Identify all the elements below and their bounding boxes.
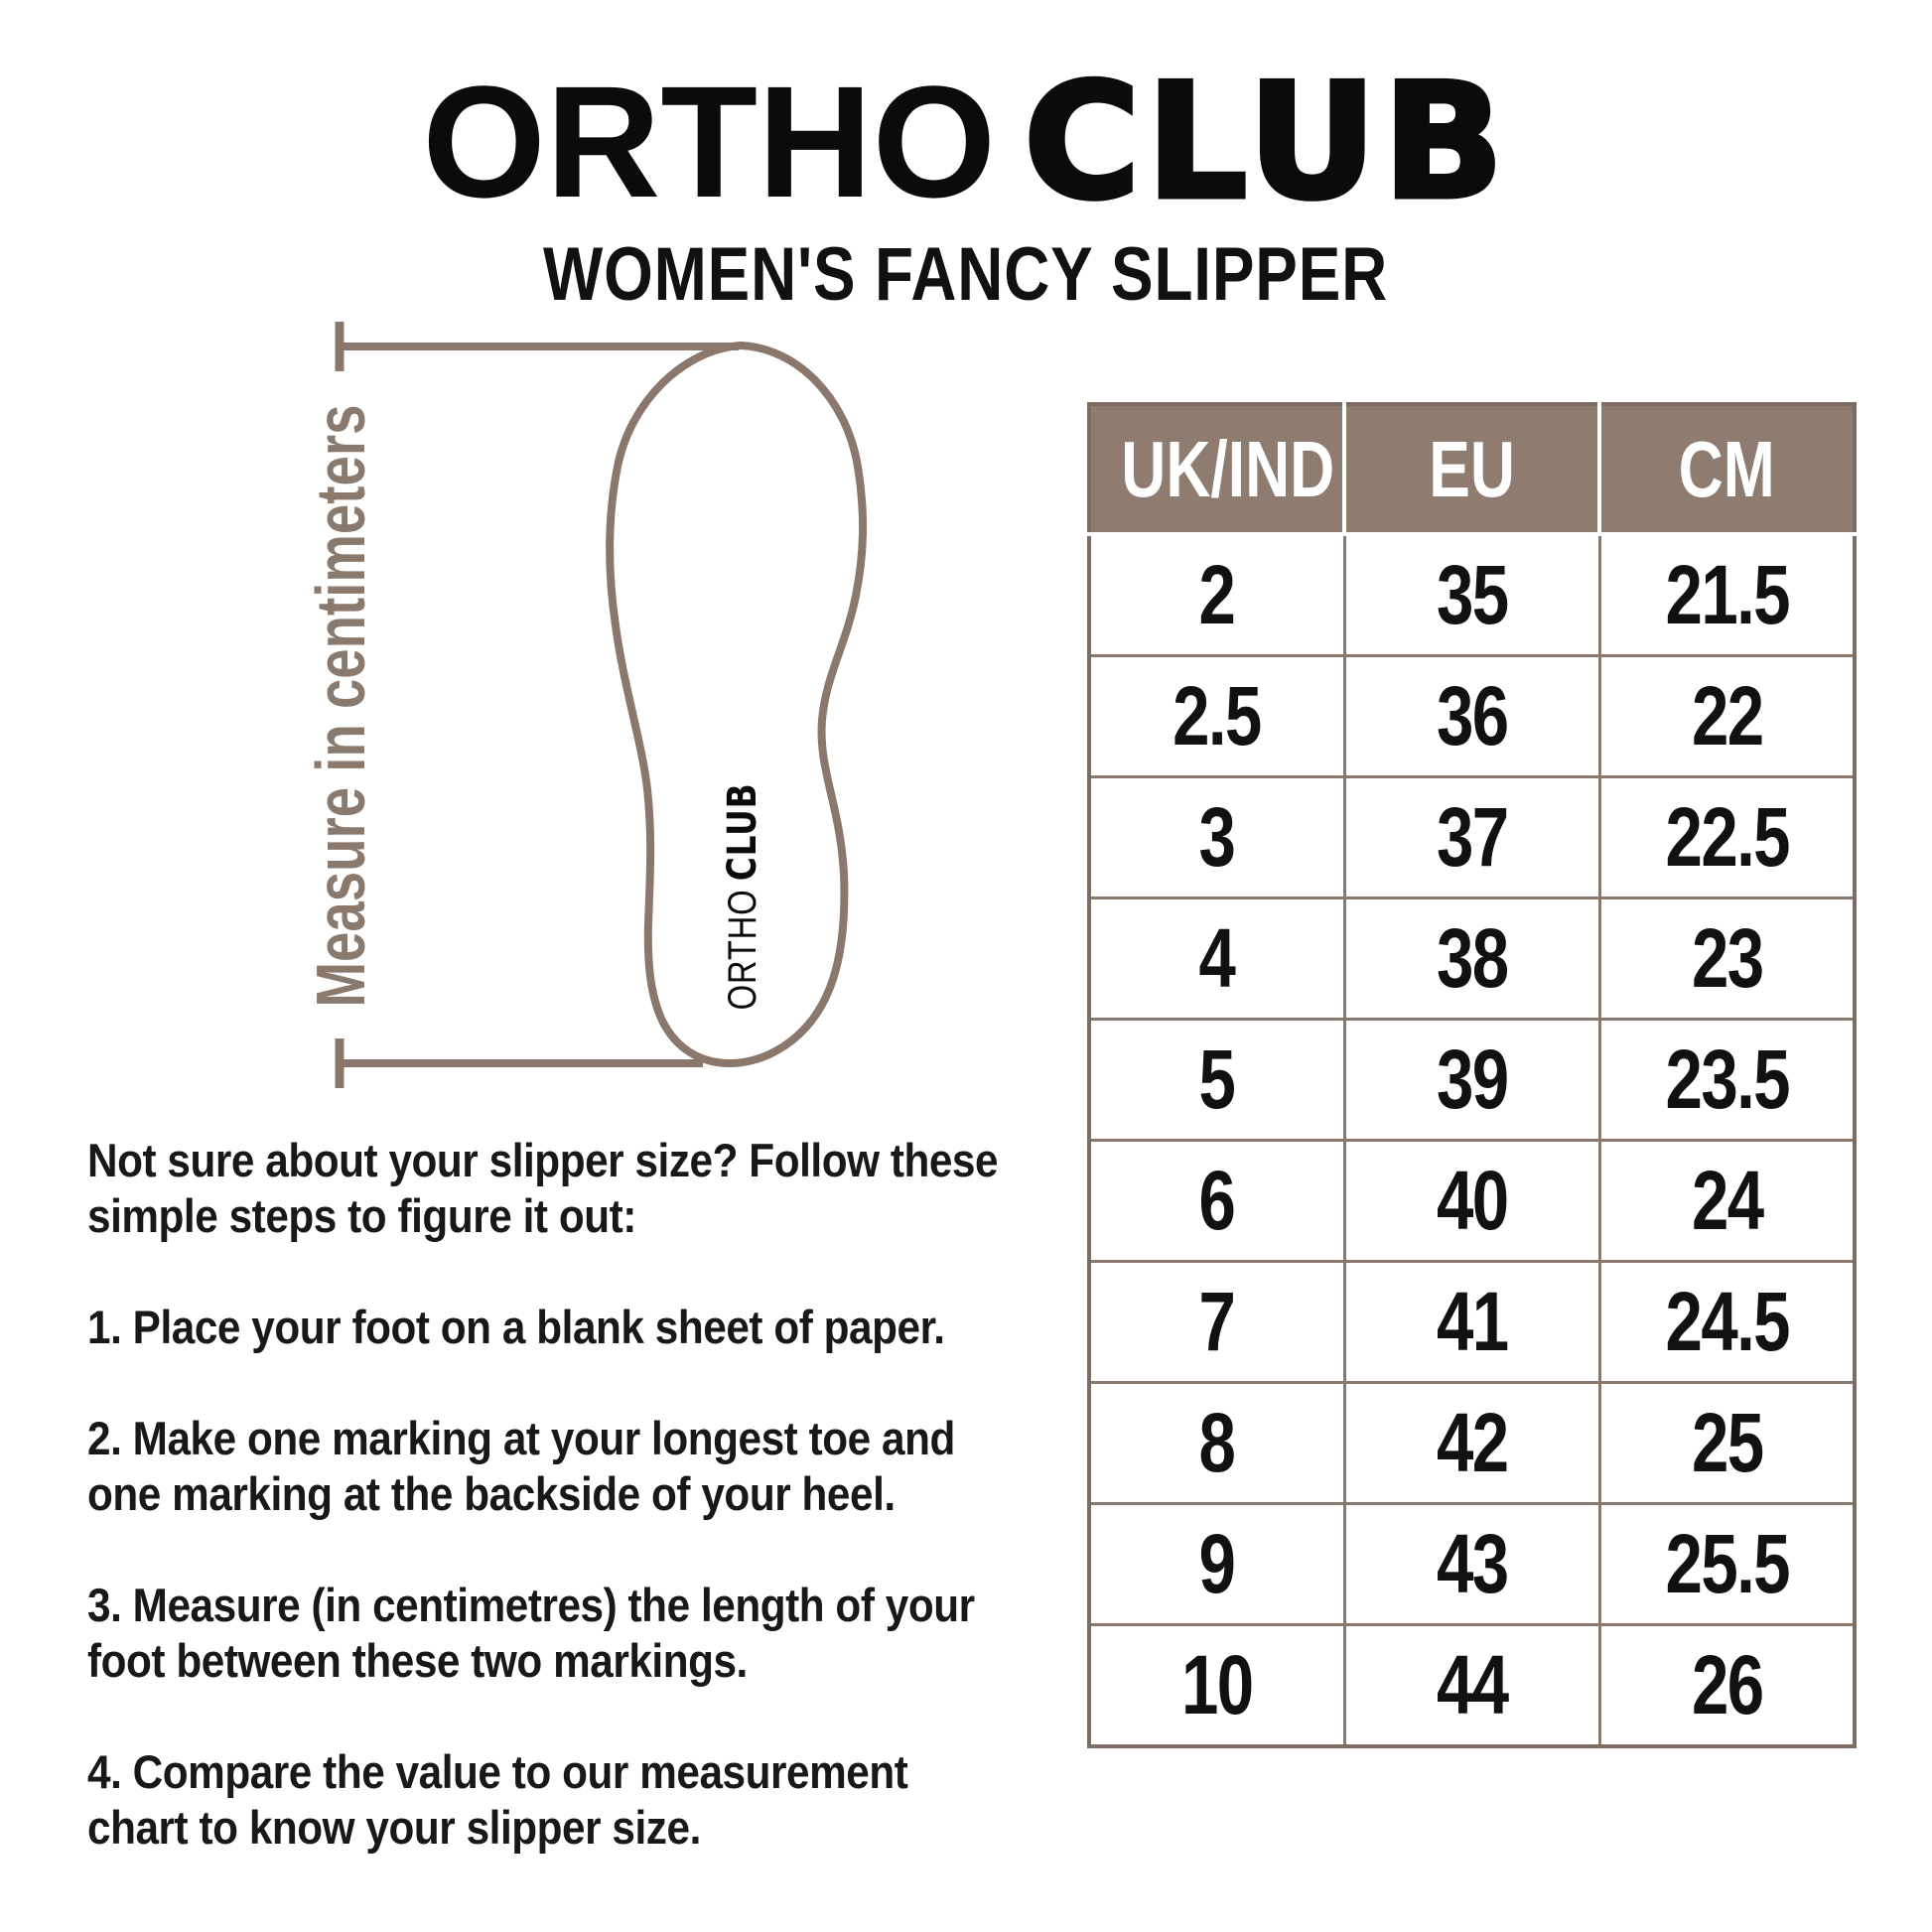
size-row [1089, 898, 1855, 1020]
brand-name-club: CLUB [1024, 49, 1510, 234]
size-chart-table [1087, 402, 1857, 1748]
header-cm [1599, 404, 1855, 534]
size-row [1089, 777, 1855, 898]
insole-brand-club: CLUB [720, 782, 765, 882]
size-cell: 3 [1089, 777, 1344, 898]
size-cell: 40 [1344, 1141, 1599, 1262]
size-cell: 6 [1089, 1141, 1344, 1262]
brand-name-ortho: ORTHO [422, 53, 997, 230]
size-cell: 8 [1089, 1383, 1344, 1504]
insole-brand-ortho: ORTHO [721, 889, 764, 1011]
size-cell: 25.5 [1599, 1504, 1855, 1625]
size-cell: 7 [1089, 1262, 1344, 1383]
size-row [1089, 1262, 1855, 1383]
size-cell: 39 [1344, 1020, 1599, 1141]
header-uk-ind-label: UK/IND [1121, 424, 1335, 513]
size-cell: 26 [1599, 1625, 1855, 1747]
instruction-step-4: 4. Compare the value to our measurement chart to know your slipper size. [87, 1745, 908, 1854]
size-chart-body [1089, 534, 1855, 1746]
size-row [1089, 1625, 1855, 1747]
subtitle-text: WOMEN'S FANCY SLIPPER [543, 232, 1389, 317]
size-cell: 22 [1599, 656, 1855, 777]
size-cell: 38 [1344, 898, 1599, 1020]
size-cell: 9 [1089, 1504, 1344, 1625]
size-row [1089, 1141, 1855, 1262]
size-chart-header [1089, 404, 1855, 534]
instructions-intro: Not sure about your slipper size? Follow these simple steps to figure it out: [87, 1134, 999, 1242]
size-row [1089, 656, 1855, 777]
size-cell: 43 [1344, 1504, 1599, 1625]
sizing-instructions [87, 1133, 1099, 1856]
instruction-step-2: 2. Make one marking at your longest toe and one marking at the backside of your heel. [87, 1412, 955, 1520]
size-cell: 4 [1089, 898, 1344, 1020]
size-cell: 10 [1089, 1625, 1344, 1747]
size-row [1089, 534, 1855, 656]
size-row [1089, 1020, 1855, 1141]
size-cell: 2.5 [1089, 656, 1344, 777]
size-cell: 24.5 [1599, 1262, 1855, 1383]
size-cell: 24 [1599, 1141, 1855, 1262]
instruction-step-3: 3. Measure (in centimetres) the length of your foot between these two markings. [87, 1579, 975, 1687]
header-eu-label: EU [1429, 424, 1515, 513]
size-cell: 22.5 [1599, 777, 1855, 898]
header-uk-ind [1089, 404, 1344, 534]
size-cell: 35 [1344, 534, 1599, 656]
size-row [1089, 1504, 1855, 1625]
size-cell: 23.5 [1599, 1020, 1855, 1141]
size-cell: 25 [1599, 1383, 1855, 1504]
size-cell: 5 [1089, 1020, 1344, 1141]
instruction-step-1: 1. Place your foot on a blank sheet of paper. [87, 1301, 945, 1353]
size-cell: 21.5 [1599, 534, 1855, 656]
insole-brand-label [720, 783, 765, 1011]
header-row [1089, 404, 1855, 534]
size-cell: 37 [1344, 777, 1599, 898]
size-cell: 42 [1344, 1383, 1599, 1504]
size-cell: 23 [1599, 898, 1855, 1020]
measure-in-centimeters-label: Measure in centimeters [302, 404, 379, 1008]
header-cm-label: CM [1678, 424, 1776, 513]
size-row [1089, 1383, 1855, 1504]
size-cell: 2 [1089, 534, 1344, 656]
size-cell: 44 [1344, 1625, 1599, 1747]
header-eu [1344, 404, 1599, 534]
size-cell: 36 [1344, 656, 1599, 777]
size-cell: 41 [1344, 1262, 1599, 1383]
